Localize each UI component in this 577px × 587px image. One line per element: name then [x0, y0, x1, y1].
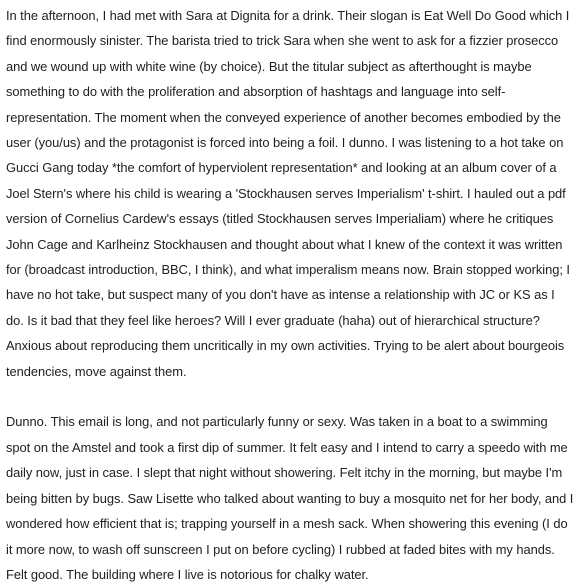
body-paragraph-1: In the afternoon, I had met with Sara at Dignita for a drink. Their slogan is Eat Well Do Good which I find enormously sinister. The barista tried to trick Sara when she went to ask for a fizzier prosecco and we wound up with white wine (by choice). But the titular subject as afterthought is maybe something to do with the proliferation and absorption of hashtags and language into self-representation. The moment when the conveyed experience of another becomes embodied by the user (you/us) and the protagonist is forced into being a foil. I dunno. I was listening to a hot take on Gucci Gang today *the comfort of hyperviolent representation* and looking at an album cover of a Joel Stern's where his child is wearing a 'Stockhausen serves Imperialism' t-shirt. I hauled out a pdf version of Cornelius Cardew's essays (titled Stockhausen serves Imperialiam) where he critiques John Cage and Karlheinz Stockhausen and thought about what I knew of the context it was written for (broadcast introduction, BBC, I think), and what imperalism means now. Brain stopped working; I have no hot take, but suspect many of you don't have as intense a relationship with JC or KS as I do. Is it bad that they feel like heroes? Will I ever graduate (haha) out of hierarchical structure? Anxious about reproducing them uncritically in my own activities. Trying to be alert about bourgeois tendencies, move against them.	[6, 8, 570, 379]
email-body	[6, 3, 574, 587]
body-paragraph-2: Dunno. This email is long, and not particularly funny or sexy. Was taken in a boat to a swimming spot on the Amstel and took a first dip of summer. It felt easy and I intend to carry a speedo with me daily now, just in case. I slept that night without showering. Felt itchy in the morning, but maybe I'm being bitten by bugs. Saw Lisette who talked about wanting to buy a mosquito net for her body, and I wondered how efficient that is; trapping yourself in a mesh sack. When showering this evening (I do it more now, to wash off sunscreen I put on before cycling) I rubbed at faded bites with my hands. Felt good. The building where I live is notorious for chalky water.	[6, 414, 574, 582]
